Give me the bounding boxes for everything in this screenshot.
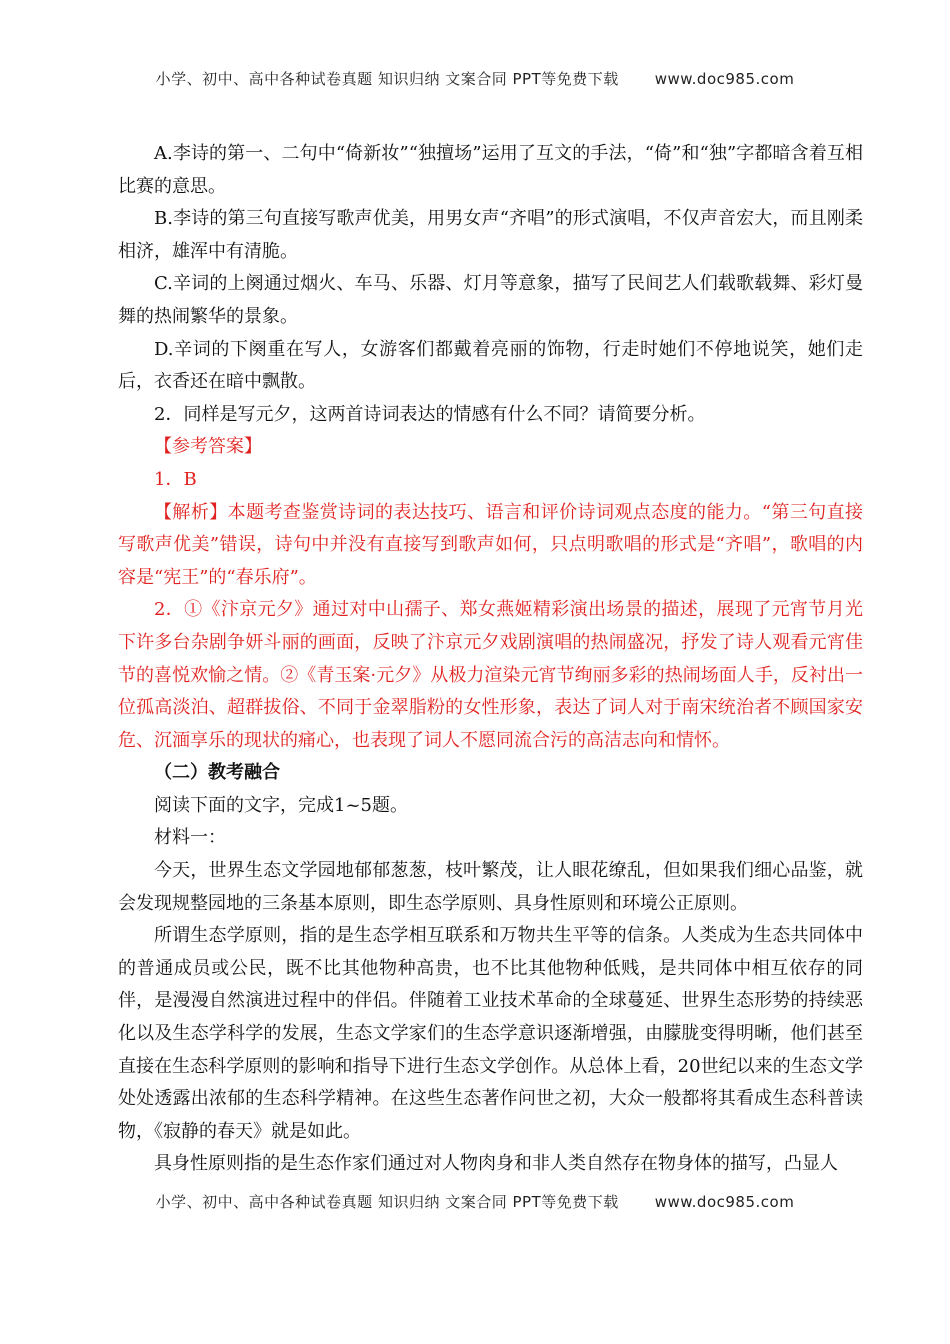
header-text: 小学、初中、高中各种试卷真题 知识归纳 文案合同 PPT等免费下载 [155,70,619,88]
section-heading: （二）教考融合 [154,762,280,784]
page-footer [0,1191,950,1212]
answer-1: 1．B [154,468,197,490]
answer-analysis: 【解析】本题考查鉴赏诗词的表达技巧、语言和评价诗词观点态度的能力。“第三句直接写歌声优美”错误，诗句中并没有直接写到歌声如何，只点明歌唱的形式是“齐唱”，歌唱的内容是“宪王”的“春乐府”。 [118,501,863,588]
question-2: 2．同样是写元夕，这两首诗词表达的情感有什么不同？请简要分析。 [154,403,706,425]
section-instruction: 阅读下面的文字，完成1~5题。 [154,794,408,816]
header-url[interactable]: www.doc985.com [654,70,795,88]
option-c: C.辛词的上阕通过烟火、车马、乐器、灯月等意象，描写了民间艺人们载歌载舞、彩灯曼舞的热闹繁华的景象。 [118,273,863,327]
answer-2: 2．①《汴京元夕》通过对中山孺子、郑女燕姬精彩演出场景的描述，展现了元宵节月光下许多台杂剧争妍斗丽的画面，反映了汴京元夕戏剧演唱的热闹盛况，抒发了诗人观看元宵佳节的喜悦欢愉之情。②《青玉案·元夕》从极力渲染元宵节绚丽多彩的热闹场面人手，反衬出一位孤高淡泊、超群拔俗、不同于金翠脂粉的女性形象，表达了词人对于南宋统治者不顾国家安危、沉湎享乐的现状的痛心，也表现了词人不愿同流合污的高洁志向和情怀。 [118,599,863,751]
material-label: 材料一： [154,827,226,849]
option-b: B.李诗的第三句直接写歌声优美，用男女声“齐唱”的形式演唱，不仅声音宏大，而且刚柔相济，雄浑中有清脆。 [118,208,863,262]
page-header [0,68,950,89]
material-paragraph-1: 今天，世界生态文学园地郁郁葱葱，枝叶繁茂，让人眼花缭乱，但如果我们细心品鉴，就会发现规整园地的三条基本原则，即生态学原则、具身性原则和环境公正原则。 [118,860,863,914]
option-a: A.李诗的第一、二句中“倚新妆”“独擅场”运用了互文的手法，“倚”和“独”字都暗含着互相比赛的意思。 [118,143,863,197]
footer-text: 小学、初中、高中各种试卷真题 知识归纳 文案合同 PPT等免费下载 [155,1193,619,1211]
document-body [118,138,863,1181]
answer-heading: 【参考答案】 [154,436,262,458]
material-paragraph-3: 具身性原则指的是生态作家们通过对人物肉身和非人类自然存在物身体的描写，凸显人 [154,1153,838,1175]
material-paragraph-2: 所谓生态学原则，指的是生态学相互联系和万物共生平等的信条。人类成为生态共同体中的普通成员或公民，既不比其他物种高贵，也不比其他物种低贱，是共同体中相互依存的同伴，是漫漫自然演进过程中的伴侣。伴随着工业技术革命的全球蔓延、世界生态形势的持续恶化以及生态学科学的发展，生态文学家们的生态学意识逐渐增强，由朦胧变得明晰，他们甚至直接在生态科学原则的影响和指导下进行生态文学创作。从总体上看，20世纪以来的生态文学处处透露出浓郁的生态科学精神。在这些生态著作问世之初，大众一般都将其看成生态科普读物，《寂静的春天》就是如此。 [118,925,863,1142]
footer-url[interactable]: www.doc985.com [654,1193,795,1211]
option-d: D.辛词的下阕重在写人，女游客们都戴着亮丽的饰物，行走时她们不停地说笑，她们走后，衣香还在暗中飘散。 [118,338,863,393]
